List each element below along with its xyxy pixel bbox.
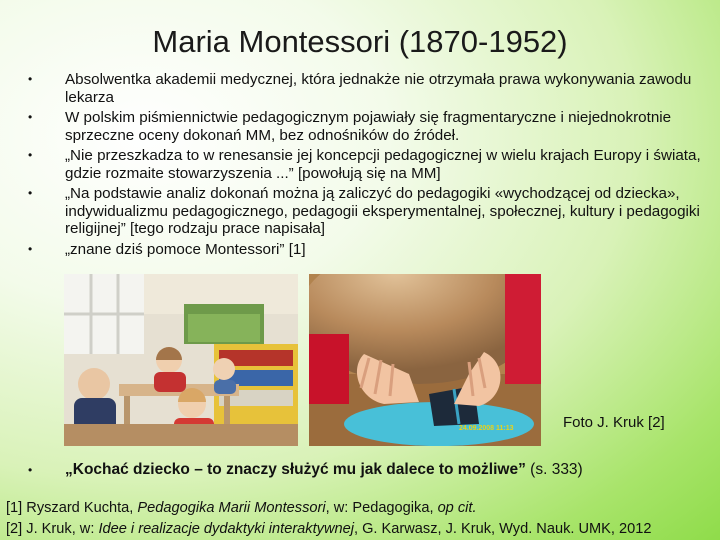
classroom-illustration [64, 274, 298, 446]
bullet-text: Absolwentka akademii medycznej, która jednakże nie otrzymała prawa wykonywania zawodu lekarza [65, 71, 692, 106]
reference-1 [6, 498, 651, 519]
quote-line [65, 461, 583, 479]
bullet-dot: • [28, 110, 33, 124]
bullet-dot: • [28, 148, 33, 162]
fraction-puzzle-illustration [309, 274, 541, 446]
photo-timestamp: 24.09.2008 11:13 [459, 425, 514, 432]
bullet-text: „Na podstawie analiz dokonań można ją zaliczyć do pedagogiki «wychodzącej od dziecka», indywidualizmu pedagogicznego, pedagogii eksperymentalnej, społecznej, kultury i pedagogiki religijnej” [tego rodzaju prace napisała] [65, 185, 700, 237]
reference-title: Pedagogika Marii Montessori [137, 500, 326, 516]
bullet-text: „znane dziś pomoce Montessori” [1] [65, 240, 306, 258]
bullet-dot: • [28, 241, 33, 256]
bullet-list [28, 71, 718, 261]
bullet-text: „Nie przeszkadza to w renesansie jej koncepcji pedagogicznej w wielu krajach Europy i świata, gdzie rozmaite stowarzyszenia ...” [powołują się na MM] [65, 147, 701, 182]
quote-page: (s. 333) [530, 461, 583, 478]
bullet-dot: • [28, 186, 33, 200]
references [6, 498, 651, 540]
bullet-text: W polskim piśmiennictwie pedagogicznym pojawiały się fragmentaryczne i niejednokrotnie sprzeczne oceny dokonań MM, bez odnośników do źródeł. [65, 109, 672, 144]
bullet-item [28, 241, 718, 259]
photo-caption: Foto J. Kruk [2] [563, 414, 665, 431]
reference-text: [2] J. Kruk, w: [6, 521, 99, 537]
bullet-item [28, 71, 718, 106]
reference-text: , G. Karwasz, J. Kruk, Wyd. Nauk. UMK, 2012 [353, 521, 652, 537]
bullet-dot: • [28, 463, 33, 477]
reference-text: [1] Ryszard Kuchta, [6, 500, 138, 516]
quote-text: „Kochać dziecko – to znaczy służyć mu jak dalece to możliwe” [65, 461, 526, 478]
fraction-puzzle-photo [309, 274, 541, 446]
reference-op-cit: op cit. [437, 500, 477, 516]
reference-text: , w: Pedagogika, [325, 500, 438, 516]
bullet-item [28, 185, 718, 238]
bullet-dot: • [28, 72, 33, 86]
reference-2 [6, 519, 651, 540]
reference-title: Idee i realizacje dydaktyki interaktywnej [98, 521, 354, 537]
classroom-photo [64, 274, 298, 446]
bullet-item [28, 147, 718, 182]
slide-title: Maria Montessori (1870-1952) [152, 24, 568, 59]
bullet-item [28, 109, 718, 144]
